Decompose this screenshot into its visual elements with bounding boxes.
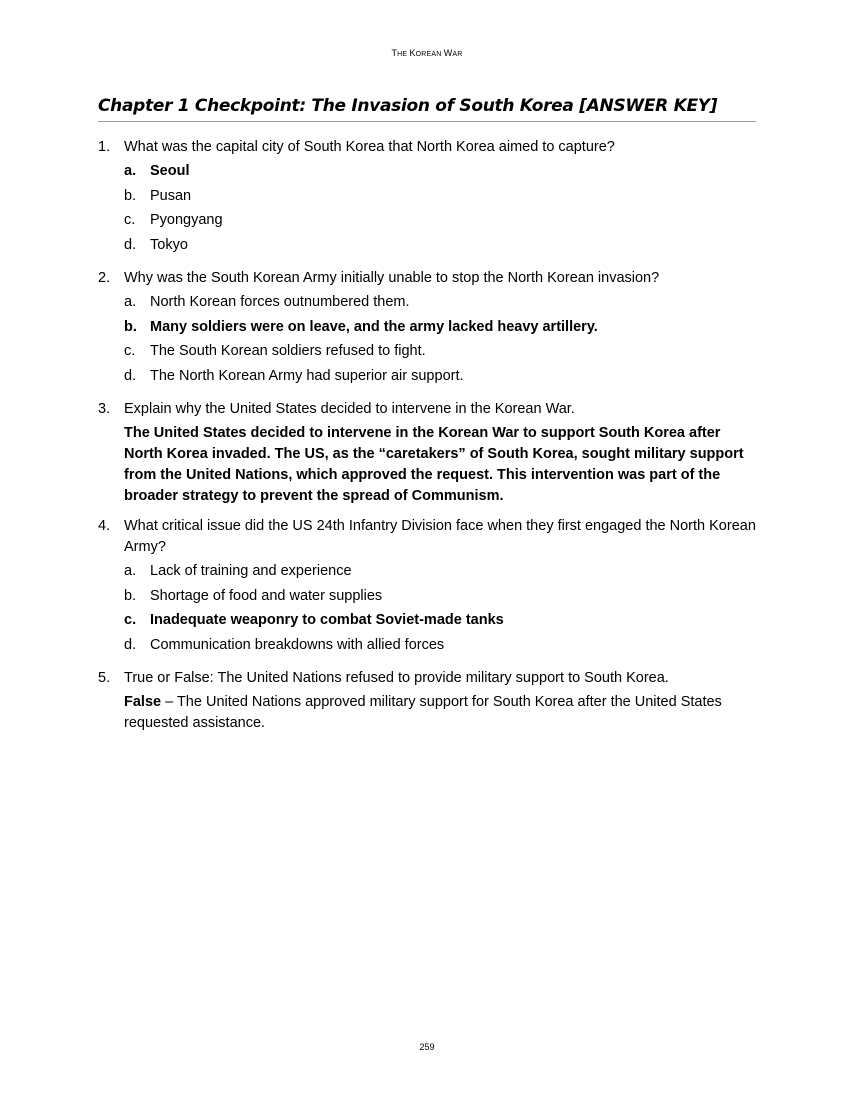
- question-number: 3.: [98, 401, 111, 417]
- option-d: d. The North Korean Army had superior air support.: [124, 367, 464, 384]
- question-list: [98, 137, 756, 743]
- page-title: Chapter 1 Checkpoint: The Invasion of South Korea [ANSWER KEY]: [98, 96, 756, 122]
- question-number: 1.: [98, 139, 111, 155]
- question-text: What was the capital city of South Korea that North Korea aimed to capture?: [124, 139, 615, 155]
- question-1: [98, 137, 756, 259]
- question-2: [98, 268, 756, 390]
- option-b: b. Shortage of food and water supplies: [124, 587, 383, 604]
- question-text: What critical issue did the US 24th Infantry Division face when they first engaged the North Korean Army?: [124, 518, 756, 555]
- question-text: Why was the South Korean Army initially unable to stop the North Korean invasion?: [124, 270, 660, 286]
- question-4: [98, 516, 756, 659]
- option-a-correct: a. Seoul: [124, 163, 190, 179]
- question-number: 4.: [98, 518, 111, 534]
- question-number: 2.: [98, 270, 111, 286]
- question-text: True or False: The United Nations refused to provide military support to South Korea.: [124, 670, 669, 686]
- running-header: THE KOREAN WAR: [391, 48, 463, 58]
- answer-text: [124, 692, 756, 734]
- option-c: c. Pyongyang: [124, 212, 223, 228]
- answer-label: False: [124, 694, 162, 710]
- option-a: a. Lack of training and experience: [124, 563, 352, 579]
- option-list: [124, 161, 756, 259]
- question-5: [98, 668, 756, 734]
- option-c: c. The South Korean soldiers refused to fight.: [124, 343, 426, 359]
- option-list: [124, 292, 756, 390]
- option-b-correct: b. Many soldiers were on leave, and the army lacked heavy artillery.: [124, 318, 598, 335]
- question-number: 5.: [98, 670, 111, 686]
- question-text: Explain why the United States decided to intervene in the Korean War.: [124, 401, 575, 417]
- answer-explanation: – The United Nations approved military support for South Korea after the United States requested assistance.: [124, 694, 722, 731]
- page-number: 259: [419, 1042, 435, 1052]
- option-list: [124, 561, 756, 659]
- option-b: b. Pusan: [124, 187, 192, 204]
- option-d: d. Communication breakdowns with allied forces: [124, 636, 445, 653]
- answer-text: The United States decided to intervene in the Korean War to support South Korea after North Korea invaded. The US, as the “caretakers” of South Korea, sought military support from the United Nations, which approved the request. This intervention was part of the broader strategy to prevent the spread of Communism.: [124, 425, 744, 504]
- option-d: d. Tokyo: [124, 236, 188, 253]
- question-3: [98, 399, 756, 507]
- option-c-correct: c. Inadequate weaponry to combat Soviet-made tanks: [124, 612, 504, 628]
- option-a: a. North Korean forces outnumbered them.: [124, 294, 410, 310]
